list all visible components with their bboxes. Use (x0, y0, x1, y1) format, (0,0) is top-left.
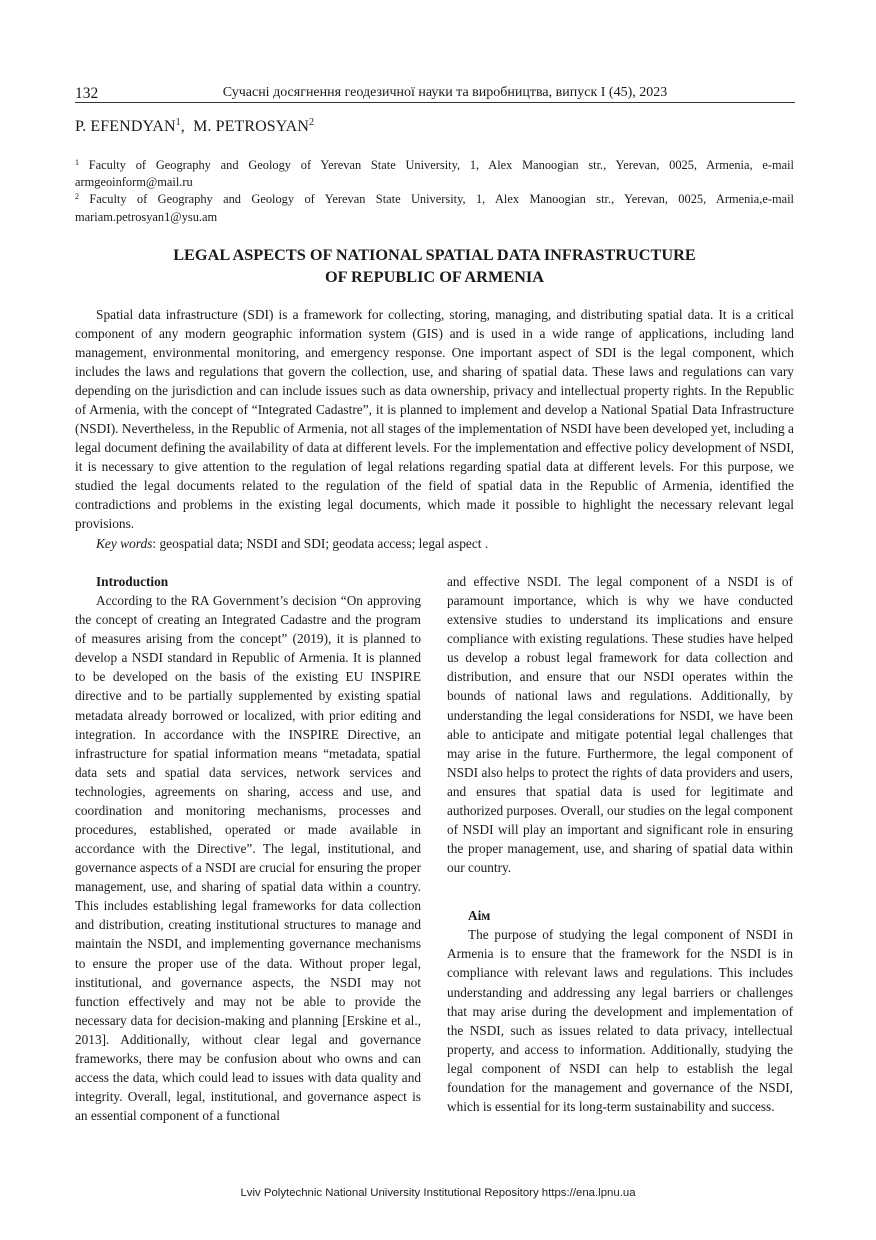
page-number: 132 (75, 85, 99, 102)
affiliation-mark: 2 (75, 192, 79, 202)
keywords-label: Key words (96, 536, 153, 551)
affiliation-mark: 2 (308, 117, 315, 128)
keywords (96, 534, 488, 553)
aim-paragraph: The purpose of studying the legal component of NSDI in Armenia is to ensure that the framework for the NSDI is in compliance with relevant laws and regulations. This includes understanding and addressing any legal barriers or challenges that may arise during the development and implementation of the NSDI, such as issues related to data privacy, intellectual property, and access to information. Additionally, studying the legal component of NSDI can help to establish the legal foundation for the management and governance of the NSDI, which is essential for its long-term sustainability and success. (447, 927, 793, 1115)
introduction-paragraph: According to the RA Government’s decision “On approving the concept of creating an Integrated Cadastre and the program of measures arising from the concept” (2019), it is planned to develop a NSDI standard in Republic of Armenia. It is planned to be developed on the basis of the existing EU INSPIRE directive and to be partially supplemented by existing spatial metadata already borrowed or localized, with prior editing and integration. In accordance with the INSPIRE Directive, an infrastructure for spatial information means “metadata, spatial data sets and spatial data services, network services and technologies, agreements on sharing, access and use, and coordination and monitoring mechanisms, processes and procedures, established, operated or made available in accordance with the Directive”. The legal, institutional, and governance aspects of a NSDI are crucial for ensuring the proper management, use, and sharing of spatial data within a country. This includes establishing legal frameworks for data collection and distribution, creating institutional structures to manage and maintain the NSDI, and implementing governance mechanisms to ensure the proper use of the data. Without proper legal, institutional, and governance aspects, the NSDI may not function effectively and may not be able to provide the necessary data for decision-making and planning [Erskine et al., 2013]. Additionally, without clear legal and governance frameworks, there may be confusion about who owns and can access the data, which could lead to issues with data quality and integrity. Overall, legal, institutional, and governance aspect is an essential component of a functional (75, 593, 421, 1124)
paper-title (75, 244, 794, 288)
author-separator: , (180, 118, 194, 135)
left-column (75, 572, 421, 1125)
section-heading-introduction: Introduction (96, 574, 169, 589)
author-name: P. EFENDYAN (75, 118, 176, 135)
affiliation-item (75, 157, 794, 191)
keywords-value: : geospatial data; NSDI and SDI; geodata access; legal aspect . (152, 536, 489, 551)
affiliation-item (75, 191, 794, 225)
introduction-paragraph-continued: and effective NSDI. The legal component of a NSDI is of paramount importance, which is why we have conducted extensive studies to understand its implications and ensure compliance with existing regulations. These studies have helped us develop a robust legal framework for data collection and distribution, and ensure that our NSDI operates within the bounds of national laws and regulations. Additionally, by understanding the legal considerations for NSDI, we have been able to anticipate and mitigate potential legal challenges that may arise in the future. Furthermore, the legal component of NSDI also helps to protect the rights of data providers and users, and ensures that spatial data is used for legitimate and authorized purposes. Overall, our studies on the legal component of NSDI will play an important and significant role in ensuring the proper management, use, and sharing of spatial data within our country. (447, 574, 793, 876)
paper-title-line: LEGAL ASPECTS OF NATIONAL SPATIAL DATA INFRASTRUCTURE (173, 245, 696, 264)
running-header (75, 84, 795, 103)
affiliation-text: Faculty of Geography and Geology of Yerevan State University, 1, Alex Manoogian str., Yerevan, 0025, Armenia, e-mail armgeoinform@mail.ru (75, 158, 794, 190)
affiliation-text: Faculty of Geography and Geology of Yerevan State University, 1, Alex Manoogian str., Yerevan, 0025, Armenia,e-mail mariam.petrosyan1@ysu.am (75, 192, 794, 224)
paper-title-line: OF REPUBLIC OF ARMENIA (324, 267, 545, 286)
section-heading-aim: Аім (468, 908, 491, 924)
author-name: M. PETROSYAN (193, 118, 309, 135)
affiliations (75, 157, 794, 226)
affiliation-mark: 1 (175, 117, 181, 128)
affiliation-mark: 1 (75, 158, 79, 167)
journal-running-title: Сучасні досягнення геодезичної науки та виробництва, випуск I (45), 2023 (222, 85, 668, 100)
abstract: Spatial data infrastructure (SDI) is a framework for collecting, storing, managing, and distributing spatial data. It is a critical component of any modern geographic information system (GIS) and is used in a wide range of applications, including land management, environmental monitoring, and emergency response. One important aspect of SDI is the legal component, which includes the laws and regulations that govern the collection, use, and sharing of spatial data. These laws and regulations can vary depending on the jurisdiction and can include issues such as data ownership, privacy and intellectual property rights. In the Republic of Armenia, with the concept of “Integrated Cadastre”, it is planned to implement and develop a National Spatial Data Infrastructure (NSDI). Nevertheless, in the Republic of Armenia, not all stages of the implementation of NSDI have been developed yet, including a legal document defining the availability of data at different levels. For the implementation and effective policy development of NSDI, it is necessary to give attention to the regulation of legal relations regarding spatial data at different levels. For this purpose, we studied the legal documents related to the regulation of the field of spatial data in the Republic of Armenia, identified the contradictions and problems in the existing legal documents, which made it possible to highlight the necessary relevant legal provisions. (75, 307, 794, 531)
repository-footer: Lviv Polytechnic National University Institutional Repository https://ena.lpnu.ua (240, 1187, 636, 1199)
author-list (75, 117, 314, 137)
right-column (447, 572, 793, 1116)
